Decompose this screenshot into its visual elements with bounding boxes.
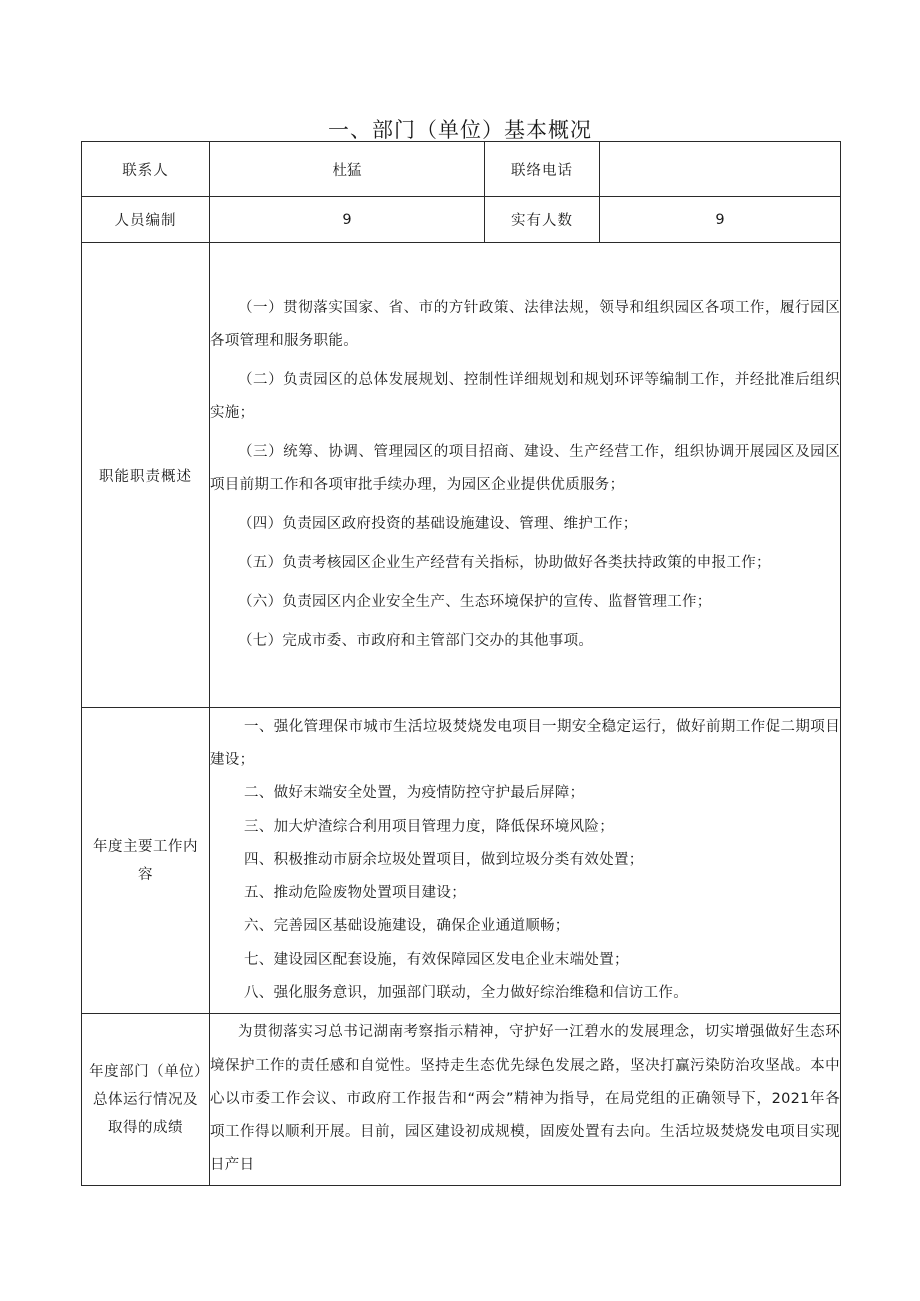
- staffing-value: 9: [210, 197, 485, 243]
- summary-label: 年度部门（单位）总体运行情况及取得的成绩: [89, 1063, 202, 1136]
- summary-row: [82, 1014, 841, 1186]
- contact-label: 联系人: [82, 142, 210, 197]
- summary-text: 为贯彻落实习总书记湖南考察指示精神，守护好一江碧水的发展理念，切实增强做好生态环境保护工作的责任感和自觉性。坚持走生态优先绿色发展之路，坚决打赢污染防治攻坚战。本中心以市委工作会议、市政府工作报告和“两会”精神为指导，在局党组的正确领导下，2021年各项工作得以顺利开展。目前，园区建设初成规模，固废处置有去向。生活垃圾焚烧发电项目实现日产日: [210, 1024, 840, 1174]
- contact-row: [82, 142, 841, 197]
- duty-item: （六）负责园区内企业安全生产、生态环境保护的宣传、监督管理工作；: [238, 594, 712, 610]
- duty-item: （三）统筹、协调、管理园区的项目招商、建设、生产经营工作，组织协调开展园区及园区项目前期工作和各项审批手续办理，为园区企业提供优质服务；: [210, 444, 840, 493]
- duty-item: （五）负责考核园区企业生产经营有关指标，协助做好各类扶持政策的申报工作；: [238, 555, 771, 571]
- work-label: 年度主要工作内容: [93, 838, 198, 883]
- duty-item: （七）完成市委、市政府和主管部门交办的其他事项。: [238, 633, 594, 649]
- overview-table: [81, 141, 841, 1186]
- duties-label: 职能职责概述: [82, 243, 210, 708]
- phone-label: 联络电话: [485, 142, 600, 197]
- work-item: 六、完善园区基础设施建设，确保企业通道顺畅；: [244, 918, 570, 935]
- work-item: 四、积极推动市厨余垃圾处置项目，做到垃圾分类有效处置；: [244, 851, 644, 868]
- work-item: 二、做好末端安全处置，为疫情防控守护最后屏障；: [244, 785, 585, 802]
- duties-row: [82, 243, 841, 708]
- summary-content: [210, 1014, 841, 1186]
- duties-content: [210, 243, 841, 708]
- page-title: 一、部门（单位）基本概况: [328, 118, 592, 142]
- work-item: 三、加大炉渣综合利用项目管理力度，降低保环境风险；: [244, 818, 614, 835]
- work-item: 一、强化管理保市城市生活垃圾焚烧发电项目一期安全稳定运行，做好前期工作促二期项目建设；: [210, 718, 840, 768]
- actual-staff-label: 实有人数: [485, 197, 600, 243]
- work-row: [82, 708, 841, 1014]
- phone-value: [600, 142, 841, 197]
- duty-item: （一）贯彻落实国家、省、市的方针政策、法律法规，领导和组织园区各项工作，履行园区各项管理和服务职能。: [210, 300, 840, 349]
- staffing-label: 人员编制: [82, 197, 210, 243]
- actual-staff-value: 9: [600, 197, 841, 243]
- work-item: 五、推动危险废物处置项目建设；: [244, 885, 466, 902]
- work-content: [210, 708, 841, 1014]
- contact-value: 杜猛: [210, 142, 485, 197]
- duty-item: （四）负责园区政府投资的基础设施建设、管理、维护工作；: [238, 516, 638, 532]
- duty-item: （二）负责园区的总体发展规划、控制性详细规划和规划环评等编制工作，并经批准后组织实施；: [210, 372, 840, 421]
- staffing-row: [82, 197, 841, 243]
- work-item: 八、强化服务意识，加强部门联动，全力做好综治维稳和信访工作。: [244, 985, 688, 1002]
- work-item: 七、建设园区配套设施，有效保障园区发电企业末端处置；: [244, 951, 629, 968]
